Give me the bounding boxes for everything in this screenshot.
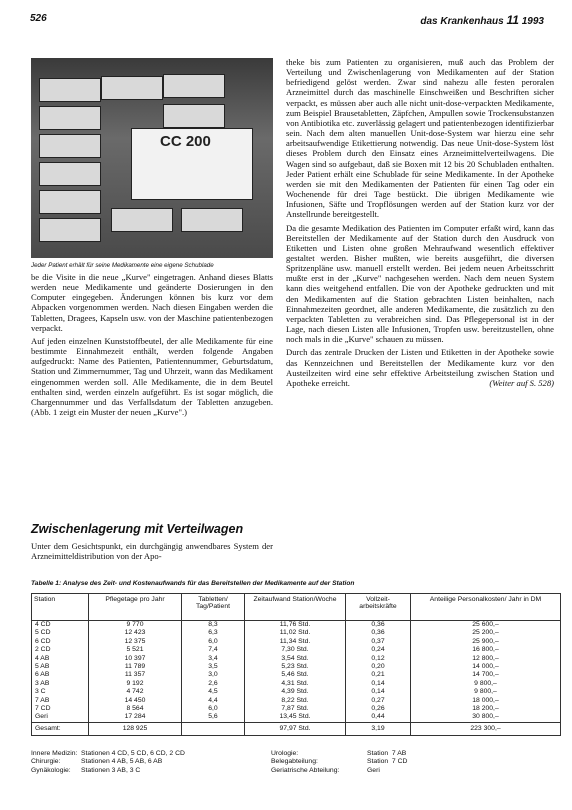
column-header: Vollzeit-arbeitskräfte <box>346 594 411 621</box>
table-caption: Tabelle 1: Analyse des Zeit- und Kostenaufwands für das Bereitstellen der Medikamente auf der Station <box>31 580 355 587</box>
table-cell: 7,4 <box>182 646 245 654</box>
column-header: Pflegetage pro Jahr <box>89 594 182 621</box>
table-cell: 223 300,– <box>411 722 561 735</box>
table-cell: 0,36 <box>346 621 411 630</box>
table-cell: 18 200,– <box>411 705 561 713</box>
table-cell: 0,21 <box>346 671 411 679</box>
continuation-note: (Weiter auf S. 528) <box>489 377 554 388</box>
table-cell: 0,44 <box>346 713 411 722</box>
paragraph: Durch das zentrale Drucken der Listen und Etiketten in der Apotheke sowie das Kennzeichnen und Bereitstellen der Medikamente kurz vor den Austeilzeiten wird eine sehr effektive Arbeitsteilung zwischen Station und Apotheke erreicht. (Weiter auf S. 528) <box>286 347 554 388</box>
table-row <box>32 671 561 679</box>
legend-value: Stationen 3 AB, 3 C <box>81 766 141 774</box>
table-cell: 17 284 <box>89 713 182 722</box>
paragraph: be die Visite in die neue „Kurve" eingetragen. Anhand dieses Blatts werden neue Medikamente und geänderte Dosierungen in den Computer eingegeben. Änderungen können bis kurz vor dem Abpacken vorgenommen werden. Nach diesen Eingaben werden die Tabletten, Dragees, Kapseln usw. von der Maschine patientenbezogen verpackt. <box>31 272 273 333</box>
drawer-front <box>39 218 101 242</box>
table-cell: Geri <box>32 713 89 722</box>
table-row <box>32 705 561 713</box>
table-cell: 0,20 <box>346 663 411 671</box>
drawer-front <box>163 104 225 128</box>
table-cell <box>182 722 245 735</box>
table-cell: 3,5 <box>182 663 245 671</box>
table-cell: 6,0 <box>182 638 245 646</box>
column-header: Zeitaufwand Station/Woche <box>245 594 346 621</box>
right-column <box>286 57 554 391</box>
table-cell: 7,87 Std. <box>245 705 346 713</box>
table-cell: 5,23 Std. <box>245 663 346 671</box>
figure-photo <box>31 58 273 258</box>
table-row <box>32 621 561 630</box>
legend-label: Geriatrische Abteilung: <box>271 766 340 774</box>
drawer-front <box>39 106 101 130</box>
table-row <box>32 646 561 654</box>
table-cell: 12 423 <box>89 629 182 637</box>
table-row <box>32 655 561 663</box>
table-cell: 3,4 <box>182 655 245 663</box>
table-cell: 11 357 <box>89 671 182 679</box>
table-cell: 12 800,– <box>411 655 561 663</box>
medication-box <box>131 128 253 200</box>
figure-caption: Jeder Patient erhält für seine Medikamente eine eigene Schublade <box>31 262 214 269</box>
table-cell: 0,24 <box>346 646 411 654</box>
table-cell: 4 AB <box>32 655 89 663</box>
legend-label: Innere Medizin: <box>31 750 78 757</box>
table-cell: 4 CD <box>32 621 89 630</box>
section-heading: Zwischenlagerung mit Verteilwagen <box>31 522 244 536</box>
column-header: Tabletten/ Tag/Patient <box>182 594 245 621</box>
drawer-front <box>111 208 173 232</box>
table-header-row <box>32 594 561 621</box>
legend-value: Station 7 CD <box>367 758 408 766</box>
cost-table <box>31 593 561 736</box>
column-header: Station <box>32 594 89 621</box>
drawer-front <box>39 190 101 214</box>
drawer-front <box>39 78 101 102</box>
table-cell: 11,02 Std. <box>245 629 346 637</box>
table-row <box>32 688 561 696</box>
table-cell: 0,14 <box>346 680 411 688</box>
drawer-front <box>101 76 163 100</box>
table-cell: 7 CD <box>32 705 89 713</box>
table-cell: 8,3 <box>182 621 245 630</box>
table-cell: 4,39 Std. <box>245 688 346 696</box>
table-cell: 3,19 <box>346 722 411 735</box>
table-cell: 7 AB <box>32 697 89 705</box>
table-cell: 5,46 Std. <box>245 671 346 679</box>
table-cell: 25 900,– <box>411 638 561 646</box>
table-cell: 5 CD <box>32 629 89 637</box>
table-cell: 0,26 <box>346 705 411 713</box>
table-row <box>32 629 561 637</box>
table-cell: 14 700,– <box>411 671 561 679</box>
table-row <box>32 638 561 646</box>
legend-label: Gynäkologie: <box>31 766 71 774</box>
table-cell: 3,0 <box>182 671 245 679</box>
table-cell: 5,6 <box>182 713 245 722</box>
table-cell: 4,4 <box>182 697 245 705</box>
table-cell: 10 397 <box>89 655 182 663</box>
table-total-row <box>32 722 561 735</box>
table-cell: 4,31 Std. <box>245 680 346 688</box>
table-cell: 6 AB <box>32 671 89 679</box>
table-cell: 8 564 <box>89 705 182 713</box>
table-cell: 13,45 Std. <box>245 713 346 722</box>
table-cell: 14 000,– <box>411 663 561 671</box>
table-cell: 0,14 <box>346 688 411 696</box>
page-header <box>30 13 544 27</box>
table-cell: Gesamt: <box>32 722 89 735</box>
table-row <box>32 713 561 722</box>
table-row <box>32 680 561 688</box>
page-number: 526 <box>30 13 47 24</box>
table-cell: 0,27 <box>346 697 411 705</box>
table-cell: 6,0 <box>182 705 245 713</box>
table-cell: 0,37 <box>346 638 411 646</box>
legend-value: Stationen 4 CD, 5 CD, 6 CD, 2 CD <box>81 750 185 757</box>
table-cell: 11 789 <box>89 663 182 671</box>
table-cell: 9 192 <box>89 680 182 688</box>
table-cell: 3 AB <box>32 680 89 688</box>
table-cell: 4,5 <box>182 688 245 696</box>
table-cell: 5 521 <box>89 646 182 654</box>
table-cell: 14 450 <box>89 697 182 705</box>
table-cell: 18 000,– <box>411 697 561 705</box>
table-cell: 0,12 <box>346 655 411 663</box>
legend-label: Chirurgie: <box>31 758 61 766</box>
table-cell: 25 600,– <box>411 621 561 630</box>
legend-value: Stationen 4 AB, 5 AB, 6 AB <box>81 758 163 766</box>
journal-title: das Krankenhaus 11 1993 <box>420 13 544 27</box>
paragraph: Auf jeden einzelnen Kunststoffbeutel, der alle Medikamente für eine bestimmte Einnahmezeit enthält, werden folgende Angaben aufgedruckt: Name des Patienten, Patientennummer, Geburtsdatum, Station und Zimmernummer, Tag und Uhrzeit, wann das Medikament eingenommen werden soll. Alle Medikamente, die in dem Beutel enthalten sind, werden einzeln aufgeführt. Es ist sogar möglich, die Chargennummer und das Verfallsdatum der Tabletten anzugeben. (Abb. 1 zeigt ein Muster der neuen „Kurve".) <box>31 335 273 418</box>
table-cell: 2,6 <box>182 680 245 688</box>
left-column <box>31 272 273 420</box>
table-cell: 7,30 Std. <box>245 646 346 654</box>
table-cell: 128 925 <box>89 722 182 735</box>
table-cell: 30 800,– <box>411 713 561 722</box>
table-cell: 12 375 <box>89 638 182 646</box>
drawer-front <box>163 74 225 98</box>
table-cell: 25 200,– <box>411 629 561 637</box>
table-row <box>32 697 561 705</box>
table-cell: 5 AB <box>32 663 89 671</box>
table-cell: 9 800,– <box>411 680 561 688</box>
column-header: Anteilige Personalkosten/ Jahr in DM <box>411 594 561 621</box>
table-cell: 6 CD <box>32 638 89 646</box>
legend-value: Station 7 AB <box>367 750 407 757</box>
drawer-front <box>181 208 243 232</box>
table-cell: 11,76 Std. <box>245 621 346 630</box>
box-label: CC 200 <box>160 133 211 150</box>
paragraph: theke bis zum Patienten zu organisieren, muß auch das Problem der Verteilung und Zwischenlagerung von Medikamenten auf der Station befriedigend gelöst werden. Zwar sind nahezu alle festen peroralen Arzneimittel durch das maschinelle Einschweißen und Beschriften sicher verpackt, es müssen aber auch alle nicht unit-dose-verpackten Medikamente, zum Beispiel Brausetabletten, Zäpfchen, Ampullen sowie Trockensubstanzen von Antibiotika etc. zuverlässig gelagert und patientenbezogen identifizierbar sein. Nach dem alten manuellen Unit-dose-System war hierzu eine sehr arbeitsaufwendige Etikettierung notwendig. Das neue Unit-dose-System löst dieses Problem durch den Einsatz eines Arzneimittelverteilwagens. Die Wagen sind so aufgebaut, daß sie Boxen mit 12 bis 20 Schubladen enthalten. Jeder Patient erhält eine Schublade für seine Medikamente. In der Apotheke werden sie mit den Medikamenten der Patienten für einen Tag oder ein Wochenende für drei Tage bestückt. Die übrigen Medikamente wie Infusionen, Säfte und Tropflösungen werden auf der Station kurz vor der Anstellrunde bereitgestellt. <box>286 57 554 220</box>
table-cell: 0,36 <box>346 629 411 637</box>
table-cell: 9 800,– <box>411 688 561 696</box>
drawer-front <box>39 134 101 158</box>
table-cell: 97,97 Std. <box>245 722 346 735</box>
table-cell: 6,3 <box>182 629 245 637</box>
legend-label: Belegabteilung: <box>271 758 318 766</box>
table-cell: 16 800,– <box>411 646 561 654</box>
table-cell: 8,22 Std. <box>245 697 346 705</box>
legend-label: Urologie: <box>271 750 299 757</box>
table-cell: 2 CD <box>32 646 89 654</box>
table-row <box>32 663 561 671</box>
drawer-front <box>39 162 101 186</box>
table-cell: 3 C <box>32 688 89 696</box>
table-cell: 9 770 <box>89 621 182 630</box>
table-body <box>32 621 561 736</box>
table-cell: 3,54 Std. <box>245 655 346 663</box>
section-text: Unter dem Gesichtspunkt, ein durchgängig anwendbares System der Arzneimitteldistribution von der Apo- <box>31 541 273 562</box>
table-cell: 11,34 Std. <box>245 638 346 646</box>
legend-value: Geri <box>367 766 380 774</box>
table-cell: 4 742 <box>89 688 182 696</box>
paragraph: Da die gesamte Medikation des Patienten im Computer erfaßt wird, kann das Bereitstellen der Medikamente auf der Station durch den Ausdruck von Etiketten und Listen ohne großen Mehraufwand wesentlich effektiver gestaltet werden. Bisher mußten, wie bereits ausgeführt, die diversen Spritzenpläne usw. manuell erstellt werden. Bei jedem neuen Arbeitsschritt mußte erst in der „Kurve" nachgesehen werden. Nach dem neuen System kann dies weitgehend entfallen. Die von der Apotheke gedruckten und mit den Medikamenten auf die Station gebrachten Listen beinhalten, nach Einnahmezeiten geordnet, alle anderen Medikamente, die zusätzlich zu den verpackten Tabletten zu verabreichen sind. Das Pflegepersonal ist in der Lage, nach diesen Listen alle Infusionen, Tropfen usw. bereitzustellen, ohne noch mals in die „Kurve" schauen zu müssen. <box>286 222 554 345</box>
